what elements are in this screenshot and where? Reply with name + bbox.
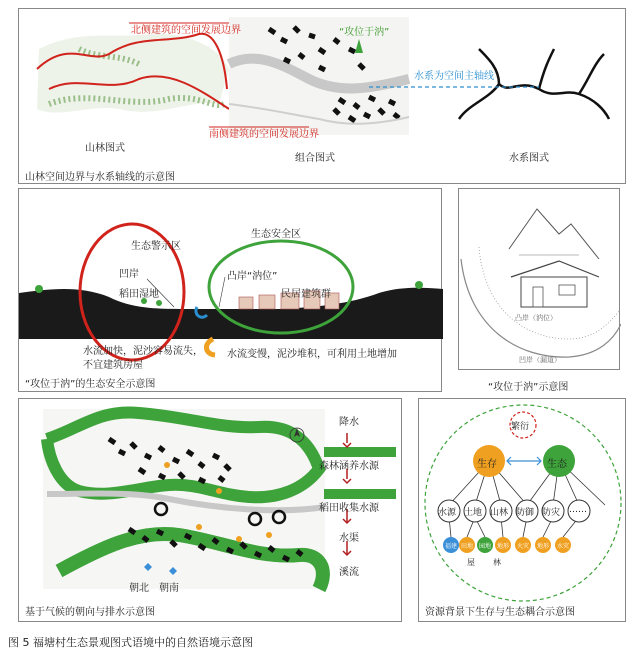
mid-node-4: 防灾 xyxy=(542,508,561,518)
bottom-label-1: 林 xyxy=(493,558,501,567)
small-node-5: 地形 xyxy=(537,543,550,550)
safe-zone-label: 生态安全区 xyxy=(251,229,301,240)
sketch-tuan-label: 凸岸（汭位） xyxy=(515,314,557,322)
top-panel-caption: 山林空间边界与水系轴线的示意图 xyxy=(25,172,175,183)
resource-panel xyxy=(418,398,626,622)
small-node-1: 田地 xyxy=(461,543,474,550)
shanlin-label: 山林图式 xyxy=(85,143,125,154)
south-facing-label: 朝南 xyxy=(159,583,179,594)
safety-panel xyxy=(18,188,442,392)
safety-caption: “攻位于汭”的生态安全示意图 xyxy=(25,379,156,390)
mid-node-1: 土地 xyxy=(464,508,483,518)
warning-zone-label: 生态警示区 xyxy=(131,241,181,252)
north-boundary-label: 北侧建筑的空间发展边界 xyxy=(131,25,241,36)
top-panel xyxy=(18,8,626,184)
aoan-label: 凹岸 xyxy=(119,269,139,280)
mid-node-3: 防御 xyxy=(516,508,535,518)
small-node-4: 火灾 xyxy=(517,543,530,550)
mid-node-0: 水源 xyxy=(438,508,457,518)
north-facing-label: 朝北 xyxy=(129,583,149,594)
zuhe-label: 组合图式 xyxy=(295,153,335,164)
water-fast-label: 水流加快，泥沙容易流失，不宜建筑房屋 xyxy=(83,346,203,371)
sketch-drawing xyxy=(459,189,621,371)
minju-label: 民居建筑群 xyxy=(281,289,331,300)
sketch-panel xyxy=(458,188,620,370)
gongwei-label: “攻位于汭” xyxy=(339,27,390,38)
shuixi-label: 水系图式 xyxy=(509,153,549,164)
mid-node-2: 山林 xyxy=(490,508,509,518)
small-node-0: 福建 xyxy=(445,543,458,550)
south-boundary-label: 南侧建筑的空间发展边界 xyxy=(209,129,319,140)
flow-step-forest: 森林涵养水源 xyxy=(319,461,379,472)
shengcun-node: 生存 xyxy=(477,459,497,470)
small-node-6: 水灾 xyxy=(557,543,570,550)
resource-caption: 资源背景下生存与生态耦合示意图 xyxy=(425,607,575,618)
daotian-label: 稻田湿地 xyxy=(119,289,159,300)
fanyan-node: 繁衍 xyxy=(511,422,530,432)
figure-caption: 图 5 福塘村生态景观图式语境中的自然语境示意图 xyxy=(8,636,253,649)
mid-node-5: …… xyxy=(569,505,587,515)
sketch-aoan-label: 凹岸（漏道） xyxy=(519,356,561,364)
flow-step-rain: 降水 xyxy=(339,417,359,428)
sketch-caption: “攻位于汭”示意图 xyxy=(488,382,569,393)
climate-caption: 基于气候的朝向与排水示意图 xyxy=(25,607,155,618)
small-node-3: 地形 xyxy=(497,543,510,550)
flow-step-stream: 溪流 xyxy=(339,567,359,578)
flow-step-paddy: 稻田收集水源 xyxy=(319,503,379,514)
climate-panel xyxy=(18,398,402,622)
small-node-2: 园地 xyxy=(479,543,492,550)
water-slow-label: 水流变慢，泥沙堆积，可利用土地增加 xyxy=(227,349,397,360)
tuan-label: 凸岸“汭位” xyxy=(227,271,278,282)
shengtai-node: 生态 xyxy=(547,459,567,470)
bottom-label-0: 屋 xyxy=(467,558,475,567)
flow-step-channel: 水渠 xyxy=(339,533,359,544)
water-axis-label: 水系为空间主轴线 xyxy=(414,71,494,82)
